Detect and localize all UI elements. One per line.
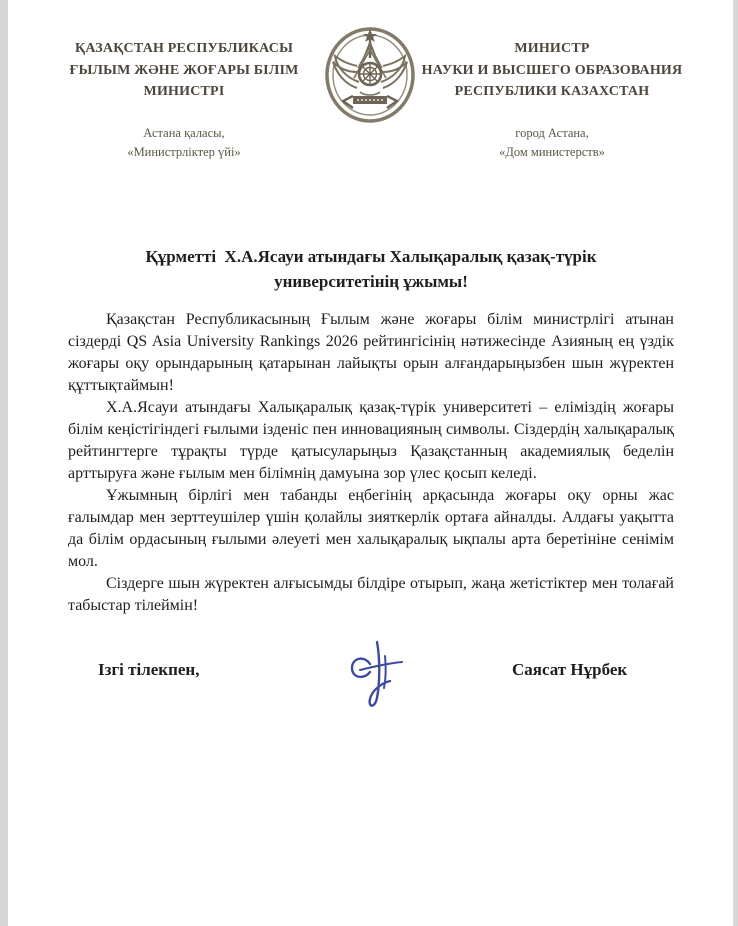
letter-page xyxy=(8,0,733,926)
paragraph-wishes: Сіздерге шын жүректен алғысымды білдіре отырып, жаңа жетістіктер мен толағай табыстар тілеймін! xyxy=(68,575,674,614)
paragraph-congratulation: Қазақстан Республикасының Ғылым және жоғары білім министрлігі атынан сіздерді QS Asia University Rankings 2026 рейтингісінің нәтижесінде Азияның ең үздік жоғары оқу орындарының қатарынан лайықты орын алғандарыңызбен шын жүректен құттықтаймын! xyxy=(68,311,674,394)
signer-name: Саясат Нұрбек xyxy=(512,660,628,679)
address-kazakh-line: Астана қаласы, xyxy=(143,126,225,140)
kazakhstan-coat-of-arms-icon xyxy=(313,22,427,124)
letterhead-kazakh-line: ҒЫЛЫМ ЖӘНЕ ЖОҒАРЫ БІЛІМ xyxy=(69,62,299,78)
letterhead-kazakh-line: МИНИСТРІ xyxy=(143,84,225,99)
letterhead-kazakh-line: ҚАЗАҚСТАН РЕСПУБЛИКАСЫ xyxy=(74,41,294,56)
address-russian-line: «Дом министерств» xyxy=(499,145,605,159)
salutation: Құрметті Х.А.Ясауи атындағы Халықаралық қазақ-түрік университетінің ұжымы! xyxy=(145,247,601,291)
paragraph-university-symbol: Х.А.Ясауи атындағы Халықаралық қазақ-түрік университеті – еліміздің жоғары білім кеңістігіндегі ғылыми ізденіс пен инновацияның символы. Сіздердің халықаралық рейтингтерге тұрақты түрде қатысуларыңыз Қазақстанның академиялық беделін арттыруға және ғылым мен білімнің дамуына зор үлес қосып келеді. xyxy=(68,399,674,482)
address-russian-line: город Астана, xyxy=(515,126,589,140)
handwritten-signature xyxy=(336,630,422,722)
paragraph-team-unity: Ұжымның бірлігі мен табанды еңбегінің арқасында жоғары оқу орны жас ғалымдар мен зерттеушілер үшін қолайлы зияткерлік ортаға айналды. Алдағы уақытта да білім ордасының ғылыми әлеуеті мен халықаралық ықпалы арта беретініне сенімім мол. xyxy=(68,487,674,570)
letterhead-kazakh-title xyxy=(52,38,316,103)
letterhead-russian-line: НАУКИ И ВЫСШЕГО ОБРАЗОВАНИЯ xyxy=(421,62,683,78)
address-russian xyxy=(412,124,692,162)
letterhead-russian-title xyxy=(412,38,692,103)
closing-phrase: Ізгі тілекпен, xyxy=(98,660,200,679)
address-kazakh xyxy=(52,124,316,162)
signature-block xyxy=(68,630,674,730)
letterhead-russian-line: МИНИСТР xyxy=(514,41,590,56)
letterhead-russian-line: РЕСПУБЛИКИ КАЗАХСТАН xyxy=(454,84,650,99)
address-kazakh-line: «Министрліктер үйі» xyxy=(127,145,241,159)
letter-body xyxy=(68,244,674,617)
